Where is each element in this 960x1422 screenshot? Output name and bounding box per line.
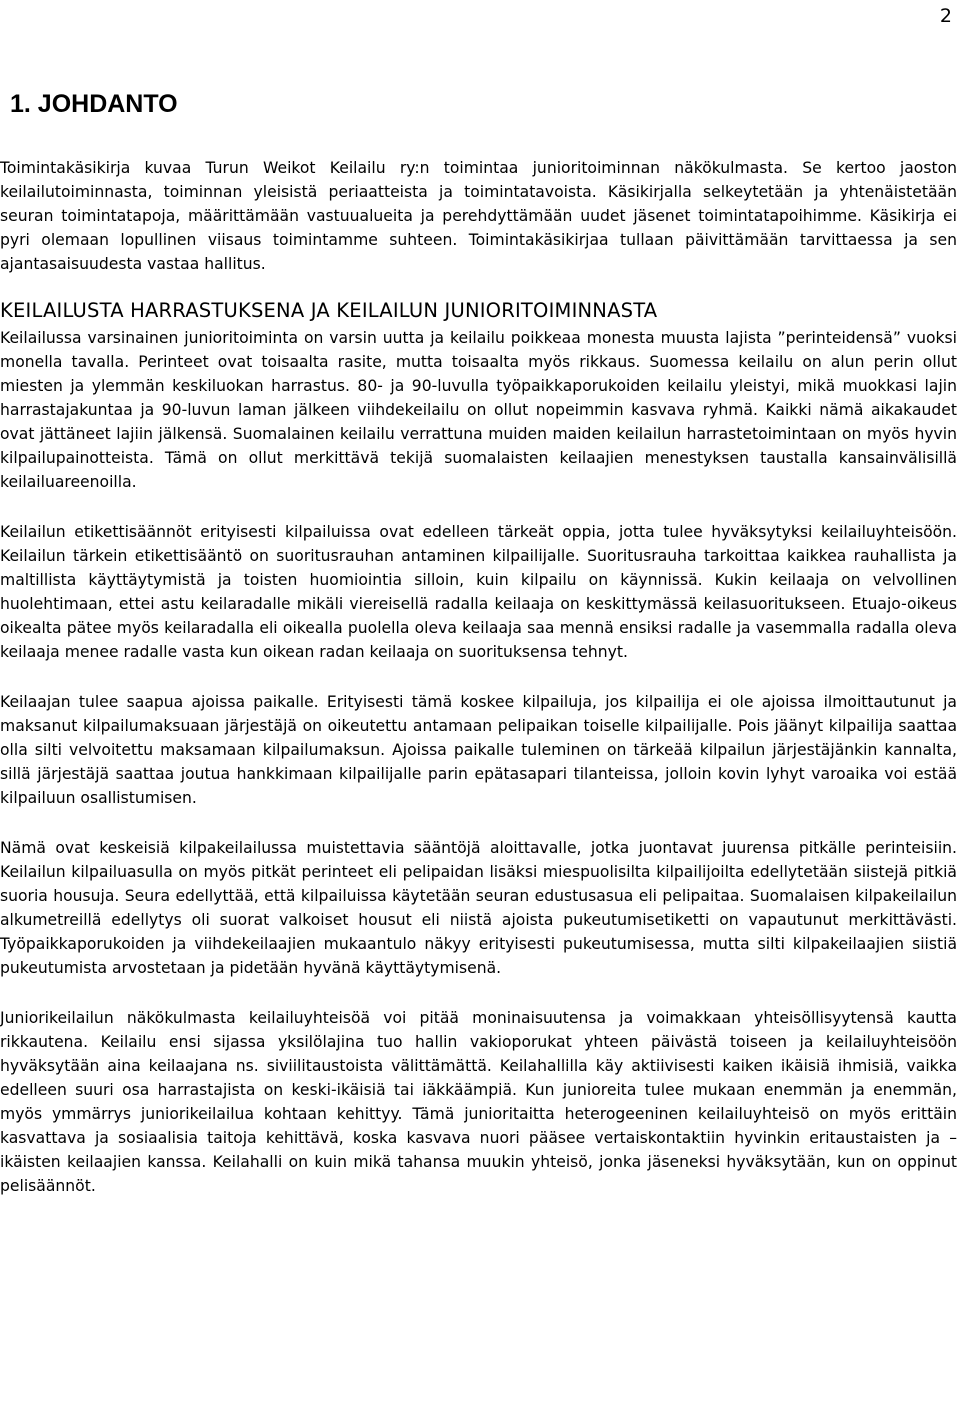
body-paragraph-3: Keilaajan tulee saapua ajoissa paikalle. Erityisesti tämä koskee kilpailuja, jos kilpailija ei ole ajoissa ilmoittautunut ja maksanut kilpailumaksuaan järjestäjä on oikeutettu antamaan pelipaikan toiselle kilpailijalle. Pois jäänyt kilpailija saattaa olla silti velvoitettu maksamaan kilpailumaksun. Ajoissa paikalle tuleminen on tärkeää kilpailun järjestäjänkin kannalta, sillä järjestäjä saattaa joutua hankkimaan kilpailijalle parin epätasapari tilanteissa, jolloin kovin lyhyt varoaika voi estää kilpailuun osallistumisen.: [0, 693, 957, 807]
page-number: 2: [939, 5, 952, 27]
intro-paragraph: Toimintakäsikirja kuvaa Turun Weikot Keilailu ry:n toimintaa junioritoiminnan näkökulmasta. Se kertoo jaoston keilailutoiminnasta, toiminnan yleisistä periaatteista ja toimintatavoista. Käsikirjalla selkeytetään ja yhtenäistetään seuran toimintatapoja, määrittämään vastuualueita ja perehdyttämään uudet jäsenet toimintatapoihimme. Käsikirja ei pyri olemaan lopullinen viisaus toimintamme suhteen. Toimintakäsikirjaa tullaan päivittämään tarvittaessa ja sen ajantasaisuudesta vastaa hallitus.: [0, 159, 957, 273]
document-body: [0, 88, 957, 1224]
body-paragraph-1: Keilailussa varsinainen junioritoiminta on varsin uutta ja keilailu poikkeaa monesta muusta lajista ”perinteidensä” vuoksi monella tavalla. Perinteet ovat toisaalta rasite, mutta toisaalta myös rikkaus. Suomessa keilailu on alun perin ollut miesten ja ylemmän keskiluokan harrastus. 80- ja 90-luvulla työpaikkaporukoiden keilailu yleistyi, mikä muokkasi lajin harrastajakuntaa ja 90-luvun laman jälkeen viihdekeilailu on ollut nopeimmin kasvava ryhmä. Kaikki nämä aikakaudet ovat jättäneet lajiin jälkensä. Suomalainen keilailu verrattuna muiden maiden keilailun harrastetoimintaan on myös hyvin kilpailupainotteista. Tämä on ollut merkittävä tekijä suomalaisten keilaajien menestyksen taustalla kansainvälisillä keilailuareenoilla.: [0, 329, 957, 491]
body-paragraph-2: Keilailun etikettisäännöt erityisesti kilpailuissa ovat edelleen tärkeät oppia, jotta tulee hyväksytyksi keilailuyhteisöön. Keilailun tärkein etikettisääntö on suoritusrauhan antaminen kilpailijalle. Suoritusrauha tarkoittaa kaikkea rauhallista ja maltillista käyttäytymistä ja toisten huomiointia silloin, kuin kilpailu on käynnissä. Kukin keilaaja on velvollinen huolehtimaan, ettei astu keilaradalle mikäli viereisellä radalla keilaaja on keskittymässä keilasuoritukseen. Etuajo-oikeus oikealta pätee myös keilaradalla eli oikealla puolella oleva keilaaja saa mennä ensiksi radalle ja vasemmalla radalla oleva keilaaja menee radalle vasta kun oikean radan keilaaja on suorituksensa tehnyt.: [0, 523, 957, 661]
section-title: KEILAILUSTA HARRASTUKSENA JA KEILAILUN JUNIORITOIMINNASTA: [0, 299, 658, 322]
body-paragraph-5: Juniorikeilailun näkökulmasta keilailuyhteisöä voi pitää moninaisuutensa ja voimakkaan yhteisöllisyytensä kautta rikkautena. Keilailu ensi sijassa yksilölajina tuo hallin vakioporukat yhteen päivästä toiseen ja keilailuyhteisöön hyväksytään aina keilaajana ns. siviilitaustoista välittämättä. Keilahallilla käy aktiivisesti kaiken ikäisiä ihmisiä, vaikka edelleen suuri osa harrastajista on keski-ikäisiä tai iäkkäämpiä. Kun junioreita tulee mukaan enemmän ja enemmän, myös ymmärrys juniorikeilailua kohtaan kehittyy. Tämä junioritaitta heterogeeninen keilailuyhteisö on myös erittäin kasvattava ja sosiaalisia taitoja kehittävä, koska kasvava nuori pääsee vertaiskontaktiin hyvinkin eritaustaisten ja –ikäisten keilaajien kanssa. Keilahalli on kuin mikä tahansa muukin yhteisö, jonka jäseneksi hyväksytään, kun on oppinut pelisäännöt.: [0, 1009, 957, 1195]
body-paragraph-4: Nämä ovat keskeisiä kilpakeilailussa muistettavia sääntöjä aloittavalle, jotka juontavat juurensa pitkälle perinteisiin. Keilailun kilpailuasulla on myös pitkät perinteet eli pelipaidan lisäksi miespuolisilta kilpailijoilta edellytetään siistejä pitkiä suoria housuja. Seura edellyttää, että kilpailuissa käytetään seuran edustusasua eli pelipaitaa. Suomalaisen kilpakeilailun alkumetreillä edellytys oli suorat valkoiset housut eli niistä ajoista pukeutumisetiketti on vapautunut merkittävästi. Työpaikkaporukoiden ja viihdekeilaajien mukaantulo näkyy erityisesti pukeutumisessa, mutta silti kilpakeilaajien siistiä pukeutumista arvostetaan ja pidetään hyvänä käyttäytymisenä.: [0, 839, 957, 977]
chapter-title: 1. JOHDANTO: [10, 90, 178, 118]
